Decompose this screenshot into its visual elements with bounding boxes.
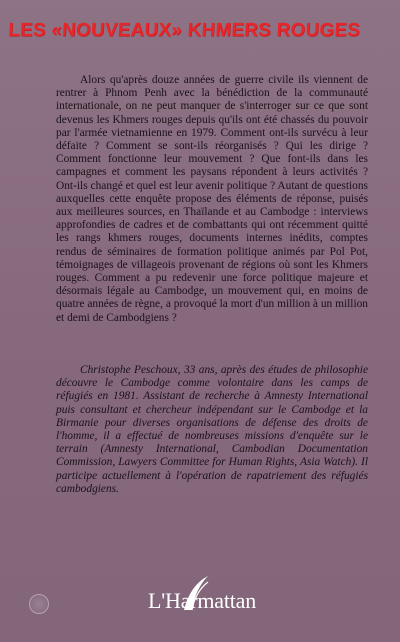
author-bio-block (56, 364, 368, 496)
publisher-name: L'Harmattan (148, 588, 257, 613)
stamp-icon (29, 594, 49, 614)
author-bio-paragraph: Christophe Peschoux, 33 ans, après des études de philosophie découvre le Cambodge comme volontaire dans les camps de réfugiés en 1981. Assistant de recherche à Amnesty International puis consultant et chercheur indépendant sur le Cambodge et la Birmanie pour diverses organisations de défense des droits de l'homme, il a effectué de nombreuses missions d'enquête sur le terrain (Amnesty International, Cambodian Documentation Commission, Lawyers Committee for Human Rights, Asia Watch). Il participe actuellement à l'opération de rapatriement des réfugiés cambodgiens. (56, 364, 368, 495)
cover-title: LES «NOUVEAUX» KHMERS ROUGES (7, 20, 361, 41)
summary-paragraph: Alors qu'après douze années de guerre civile ils viennent de rentrer à Phnom Penh avec la bénédiction de la communauté internationale, on ne peut manquer de s'interroger sur ce que sont devenus les Khmers rouges depuis qu'ils ont été chassés du pouvoir par l'armée vietnamienne en 1979. Comment ont-ils survécu à leur défaite ? Comment se sont-ils réorganisés ? Qui les dirige ? Comment fonctionne leur mouvement ? Que font-ils dans les campagnes et comment les paysans répondent à leurs activités ? Ont-ils changé et quel est leur avenir politique ? Autant de questions auxquelles cette enquête propose des éléments de réponse, puisés aux meilleures sources, en Thaïlande et au Cambodge : interviews approfondies de cadres et de combattants qui ont récemment quitté les rangs khmers rouges, documents internes inédits, comptes rendus de séminaires de formation politique animés par Pol Pot, témoignages de villageois provenant de régions où sont les Khmers rouges. Comment a pu redevenir une force politique majeure et désormais légale au Cambodge, un mouvement qui, en moins de quatre années de règne, a provoqué la mort d'un million à un million et demi de Cambodgiens ? (56, 74, 368, 324)
summary-block (56, 74, 368, 325)
publisher-logo (148, 574, 288, 624)
